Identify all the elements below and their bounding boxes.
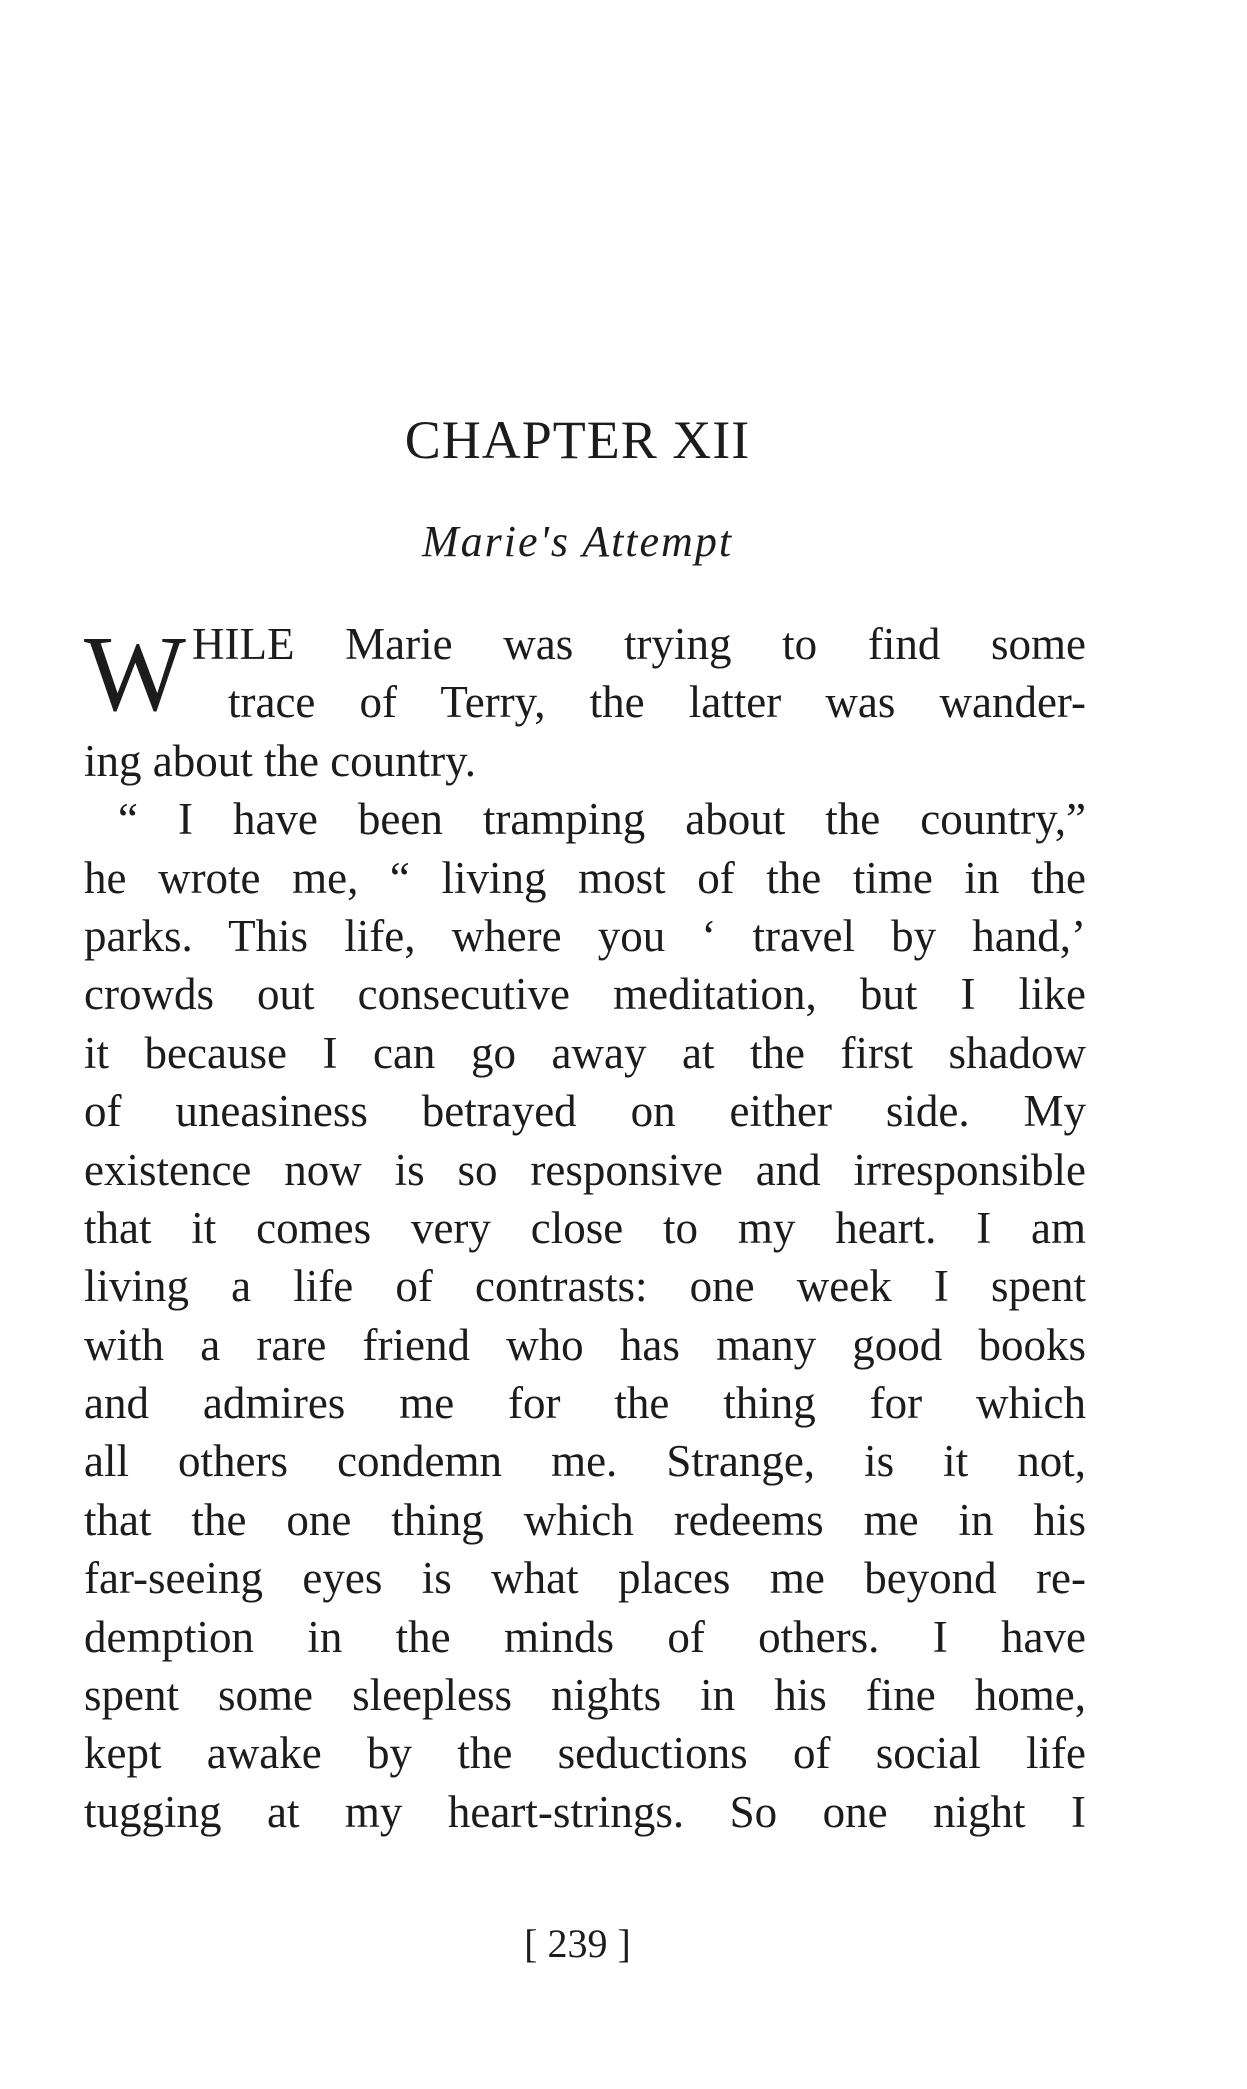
text-line: far-seeing eyes is what places me beyond re- xyxy=(84,1553,1086,1604)
text-line: living a life of contrasts: one week I spent xyxy=(84,1261,1086,1312)
text-line: of uneasiness betrayed on either side. My xyxy=(84,1086,1086,1137)
text-line: parks. This life, where you ‘ travel by hand,’ xyxy=(84,910,1086,961)
drop-cap: W xyxy=(84,615,186,734)
chapter-heading: CHAPTER XII xyxy=(404,410,751,470)
text-line: all others condemn me. Strange, is it not, xyxy=(84,1436,1086,1487)
text-line: it because I can go away at the first shadow xyxy=(84,1027,1086,1078)
text-line: with a rare friend who has many good books xyxy=(84,1319,1086,1370)
text-line: ing about the country. xyxy=(84,735,476,786)
text-line: trace of Terry, the latter was wander- xyxy=(228,677,1086,728)
text-line: he wrote me, “ living most of the time in the xyxy=(84,852,1086,903)
text-line: tugging at my heart-strings. So one night I xyxy=(84,1786,1086,1837)
text-line: existence now is so responsive and irresponsible xyxy=(84,1144,1086,1195)
text-line: HILE Marie was trying to find some xyxy=(192,619,1086,669)
text-line: “ I have been tramping about the country,” xyxy=(118,794,1086,845)
text-line: crowds out consecutive meditation, but I like xyxy=(84,969,1086,1020)
chapter-subtitle: Marie's Attempt xyxy=(421,517,734,566)
page-number: [ 239 ] xyxy=(524,1921,631,1966)
text-line: and admires me for the thing for which xyxy=(84,1378,1086,1429)
body-text xyxy=(84,615,1086,1841)
text-line: that the one thing which redeems me in his xyxy=(84,1494,1086,1545)
text-line: that it comes very close to my heart. I am xyxy=(84,1202,1086,1253)
text-line: spent some sleepless nights in his fine home, xyxy=(84,1670,1086,1721)
text-line: kept awake by the seductions of social life xyxy=(84,1728,1086,1779)
text-line: demption in the minds of others. I have xyxy=(84,1611,1086,1662)
